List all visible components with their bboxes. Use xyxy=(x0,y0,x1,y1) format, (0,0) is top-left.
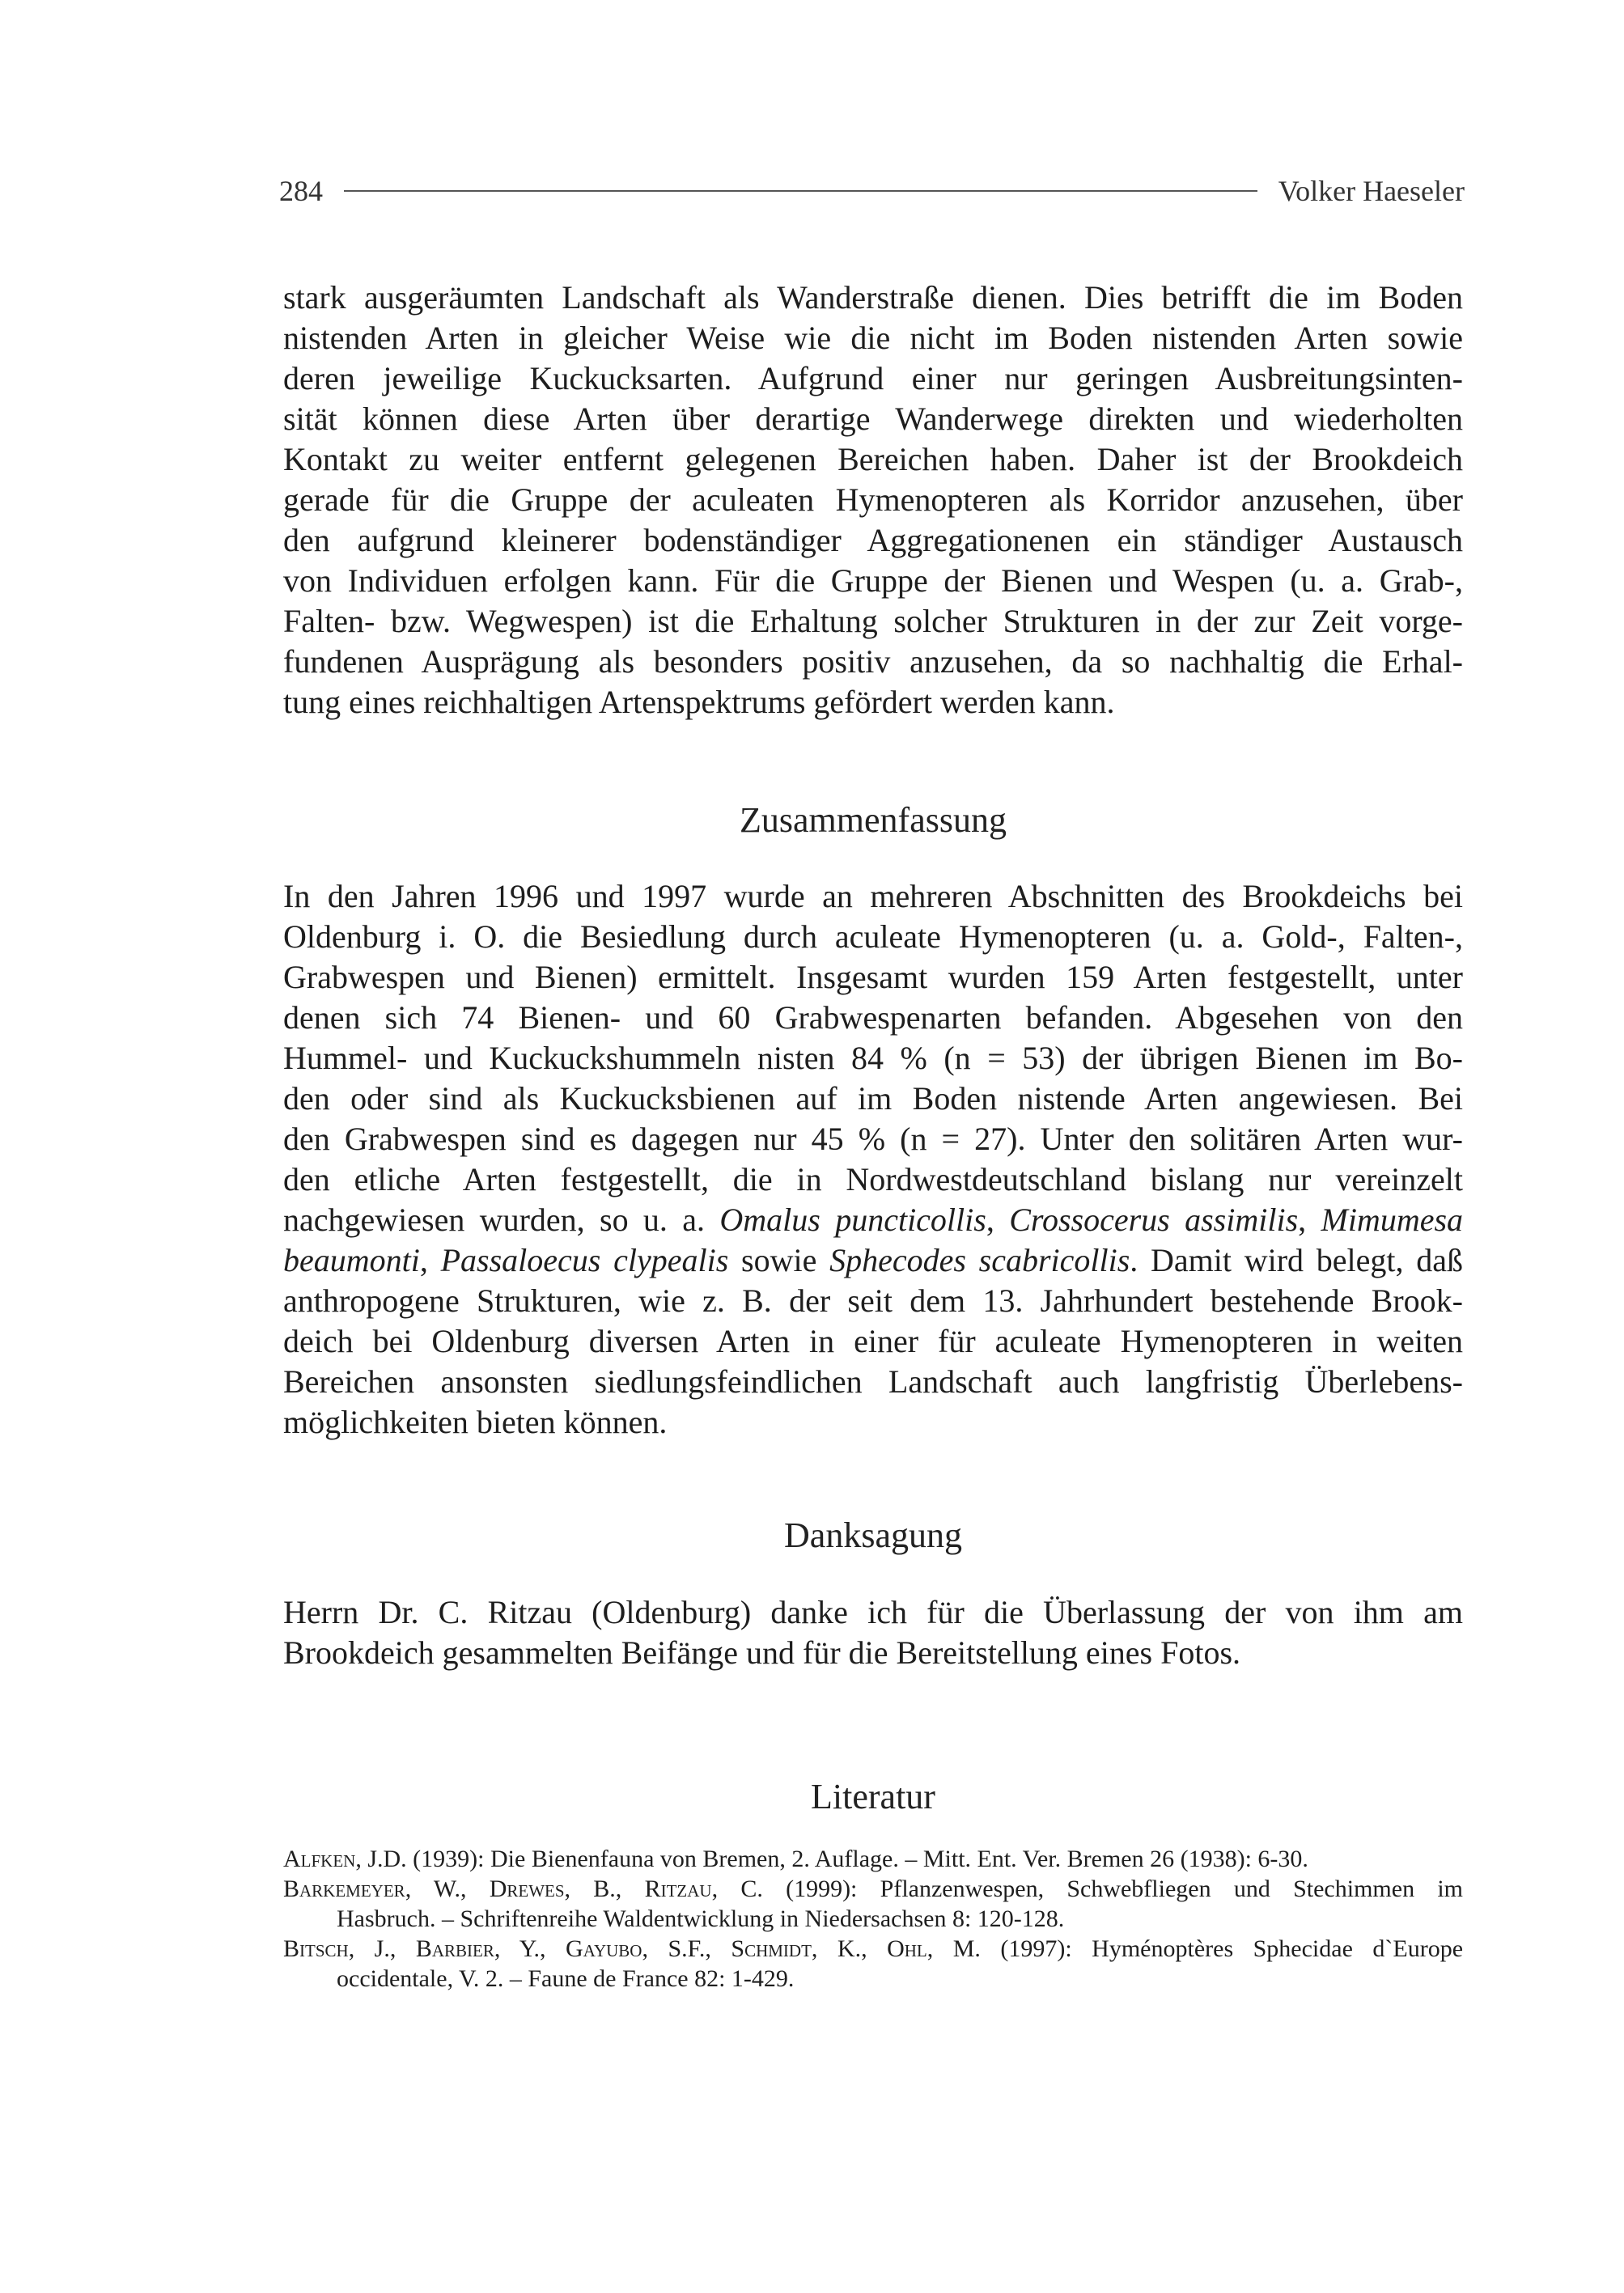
running-head xyxy=(279,176,1465,206)
reference-continuation: Hasbruch. – Schriftenreihe Waldentwicklung in Niedersachsen 8: 120-128. xyxy=(337,1905,1065,1932)
text-line: stark ausgeräumten Landschaft als Wanderstraße dienen. Dies betrifft die im Boden xyxy=(283,279,1463,316)
text-line: Oldenburg i. O. die Besiedlung durch aculeate Hymenopteren (u. a. Gold-, Falten-, xyxy=(283,918,1463,955)
running-head-author: Volker Haeseler xyxy=(1278,175,1465,207)
text-run: . Damit wird belegt, daß xyxy=(1130,1242,1464,1278)
species-name: Omalus puncticollis xyxy=(719,1202,986,1238)
text-line: Bereichen ansonsten siedlungsfeindlichen Landschaft auch langfristig Überlebens- xyxy=(283,1363,1463,1400)
text-line xyxy=(283,1240,1463,1281)
text-line: fundenen Ausprägung als besonders positiv anzusehen, da so nachhaltig die Erhal- xyxy=(283,643,1463,680)
reference-text: , B., xyxy=(564,1876,645,1902)
reference-author: Gayubo xyxy=(566,1935,642,1962)
text-line: tung eines reichhaltigen Artenspektrums gefördert werden kann. xyxy=(283,684,1115,720)
text-line: den Grabwespen sind es dagegen nur 45 % (n = 27). Unter den solitären Arten wur- xyxy=(283,1121,1463,1157)
text-line: möglichkeiten bieten können. xyxy=(283,1404,668,1440)
page-number: 284 xyxy=(279,175,323,207)
reference-text: , S.F., xyxy=(642,1935,731,1962)
text-line: deren jeweilige Kuckucksarten. Aufgrund einer nur geringen Ausbreitungsinten- xyxy=(283,360,1463,396)
text-line: denen sich 74 Bienen- und 60 Grabwespenarten befanden. Abgesehen von den xyxy=(283,999,1463,1036)
reference-entry xyxy=(283,1844,1463,1874)
species-name: Crossocerus assimilis xyxy=(1009,1202,1299,1238)
species-name: Mimumesa xyxy=(1321,1202,1464,1238)
reference-text: , C. (1999): Pflanzenwespen, Schwebfliegen und Stechimmen im xyxy=(711,1876,1463,1902)
section-title-danksagung: Danksagung xyxy=(784,1515,962,1555)
reference-author: Drewes xyxy=(489,1876,565,1902)
text-line: Brookdeich gesammelten Beifänge und für die Bereitstellung eines Fotos. xyxy=(283,1634,1241,1671)
reference-author: Barbier xyxy=(415,1935,494,1962)
text-line xyxy=(283,1200,1463,1240)
reference-text: , M. (1997): Hyménoptères Sphecidae d`Europe xyxy=(926,1935,1464,1962)
reference-list xyxy=(283,1844,1463,1994)
reference-author: Ohl xyxy=(887,1935,927,1962)
species-name: Passaloecus clypealis xyxy=(440,1242,729,1278)
intro-paragraph xyxy=(283,278,1463,723)
reference-entry xyxy=(283,1874,1463,1904)
species-name: Sphecodes scabricollis xyxy=(829,1242,1130,1278)
reference-author: Alfken xyxy=(283,1846,356,1872)
text-line: anthropogene Strukturen, wie z. B. der seit dem 13. Jahrhundert bestehende Brook- xyxy=(283,1282,1463,1319)
species-name: beaumonti xyxy=(283,1242,420,1278)
reference-text: , J., xyxy=(348,1935,416,1962)
text-run: , xyxy=(1298,1202,1321,1238)
text-line: von Individuen erfolgen kann. Für die Gruppe der Bienen und Wespen (u. a. Grab-, xyxy=(283,562,1463,599)
reference-author: Barkemeyer xyxy=(283,1876,405,1902)
reference-text: , J.D. (1939): Die Bienenfauna von Bremen, 2. Auflage. – Mitt. Ent. Ver. Bremen 26 (1938): 6-30. xyxy=(355,1846,1308,1872)
text-line: Grabwespen und Bienen) ermittelt. Insgesamt wurden 159 Arten festgestellt, unter xyxy=(283,959,1463,995)
text-line: nistenden Arten in gleicher Weise wie die nicht im Boden nistenden Arten sowie xyxy=(283,320,1463,356)
section-title-zusammenfassung: Zusammenfassung xyxy=(740,800,1007,840)
text-line: den etliche Arten festgestellt, die in Nordwestdeutschland bislang nur vereinzelt xyxy=(283,1161,1463,1197)
text-run: , xyxy=(986,1202,1010,1238)
section-title-literatur: Literatur xyxy=(811,1777,935,1816)
reference-text: , Y., xyxy=(494,1935,566,1962)
text-line: gerade für die Gruppe der aculeaten Hymenopteren als Korridor anzusehen, über xyxy=(283,481,1463,518)
danksagung-paragraph xyxy=(283,1592,1463,1673)
text-line: den aufgrund kleinerer bodenständiger Aggregationenen ein ständiger Austausch xyxy=(283,522,1463,558)
text-line: Kontakt zu weiter entfernt gelegenen Bereichen haben. Daher ist der Brookdeich xyxy=(283,441,1463,477)
text-line: Falten- bzw. Wegwespen) ist die Erhaltung solcher Strukturen in der zur Zeit vorge- xyxy=(283,603,1463,639)
reference-author: Bitsch xyxy=(283,1935,349,1962)
reference-author: Ritzau xyxy=(644,1876,712,1902)
reference-text: , K., xyxy=(811,1935,888,1962)
zusammenfassung-paragraph xyxy=(283,876,1463,1443)
text-run: sowie xyxy=(728,1242,830,1278)
reference-continuation: occidentale, V. 2. – Faune de France 82: 1-429. xyxy=(337,1965,795,1992)
text-line: Herrn Dr. C. Ritzau (Oldenburg) danke ich für die Überlassung der von ihm am xyxy=(283,1594,1463,1630)
text-run: nachgewiesen wurden, so u. a. xyxy=(283,1202,720,1238)
reference-author: Schmidt xyxy=(731,1935,812,1962)
header-rule xyxy=(344,190,1257,192)
text-line: den oder sind als Kuckucksbienen auf im Boden nistende Arten angewiesen. Bei xyxy=(283,1080,1463,1117)
reference-entry xyxy=(283,1934,1463,1964)
text-line: deich bei Oldenburg diversen Arten in einer für aculeate Hymenopteren in weiten xyxy=(283,1323,1463,1359)
text-line: sität können diese Arten über derartige Wanderwege direkten und wiederholten xyxy=(283,401,1463,437)
reference-text: , W., xyxy=(405,1876,490,1902)
text-line: Hummel- und Kuckuckshummeln nisten 84 % (n = 53) der übrigen Bienen im Bo- xyxy=(283,1040,1463,1076)
text-line: In den Jahren 1996 und 1997 wurde an mehreren Abschnitten des Brookdeichs bei xyxy=(283,878,1463,914)
text-run: , xyxy=(419,1242,441,1278)
